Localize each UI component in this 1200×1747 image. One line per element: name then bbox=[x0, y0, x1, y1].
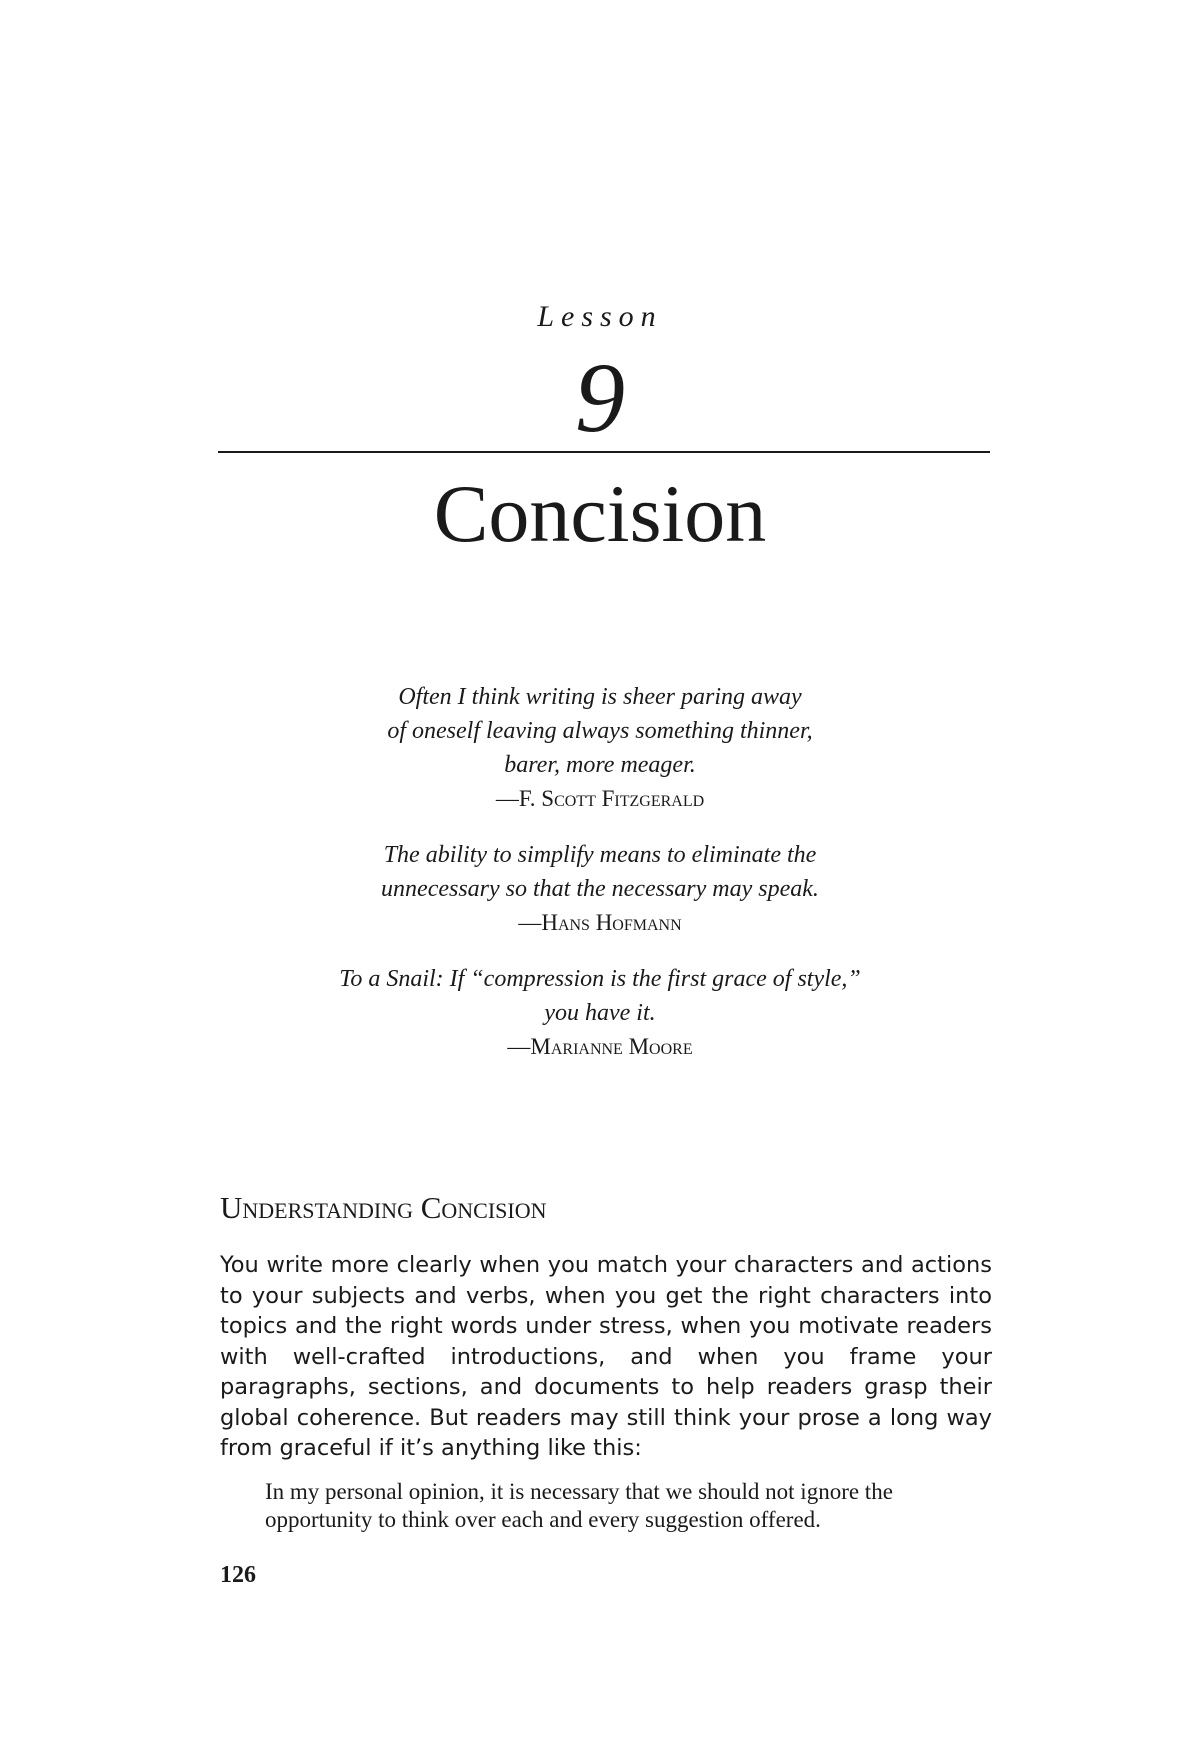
epigraph-attribution: —F. Scott Fitzgerald bbox=[495, 786, 705, 811]
title-rule bbox=[218, 451, 990, 453]
epigraph-line: Often I think writing is sheer paring away bbox=[398, 684, 802, 710]
body-paragraph: You write more clearly when you match your characters and actions to your subjects and verbs, when you get the right characters into topics and the right words under stress, when you motivate readers with well-crafted introductions, and when you frame your paragraphs, sections, and documents to help readers grasp their global coherence. But readers may still think your prose a long way from graceful if it’s anything like this: bbox=[220, 1252, 992, 1461]
lesson-label: Lesson bbox=[537, 300, 663, 333]
epigraph-moore bbox=[250, 962, 950, 1064]
epigraph-line: of oneself leaving always something thinner, bbox=[387, 718, 813, 744]
epigraph-hofmann bbox=[250, 838, 950, 940]
epigraph-line: The ability to simplify means to eliminate the bbox=[383, 842, 817, 868]
section-heading: Understanding Concision bbox=[220, 1190, 547, 1225]
epigraph-line: To a Snail: If “compression is the first grace of style,” bbox=[339, 966, 861, 992]
page-number: 126 bbox=[220, 1562, 256, 1588]
example-sentence: In my personal opinion, it is necessary that we should not ignore the opportunity to think over each and every suggestion offered. bbox=[265, 1479, 893, 1532]
epigraph-attribution: —Hans Hofmann bbox=[518, 910, 682, 935]
epigraph-fitzgerald bbox=[250, 680, 950, 816]
epigraph-line: you have it. bbox=[544, 1000, 656, 1026]
chapter-title: Concision bbox=[433, 468, 767, 559]
epigraph-line: barer, more meager. bbox=[504, 752, 696, 778]
epigraphs bbox=[250, 680, 950, 1086]
epigraph-line: unnecessary so that the necessary may speak. bbox=[381, 876, 819, 902]
epigraph-attribution: —Marianne Moore bbox=[507, 1034, 693, 1059]
lesson-number: 9 bbox=[575, 342, 625, 453]
